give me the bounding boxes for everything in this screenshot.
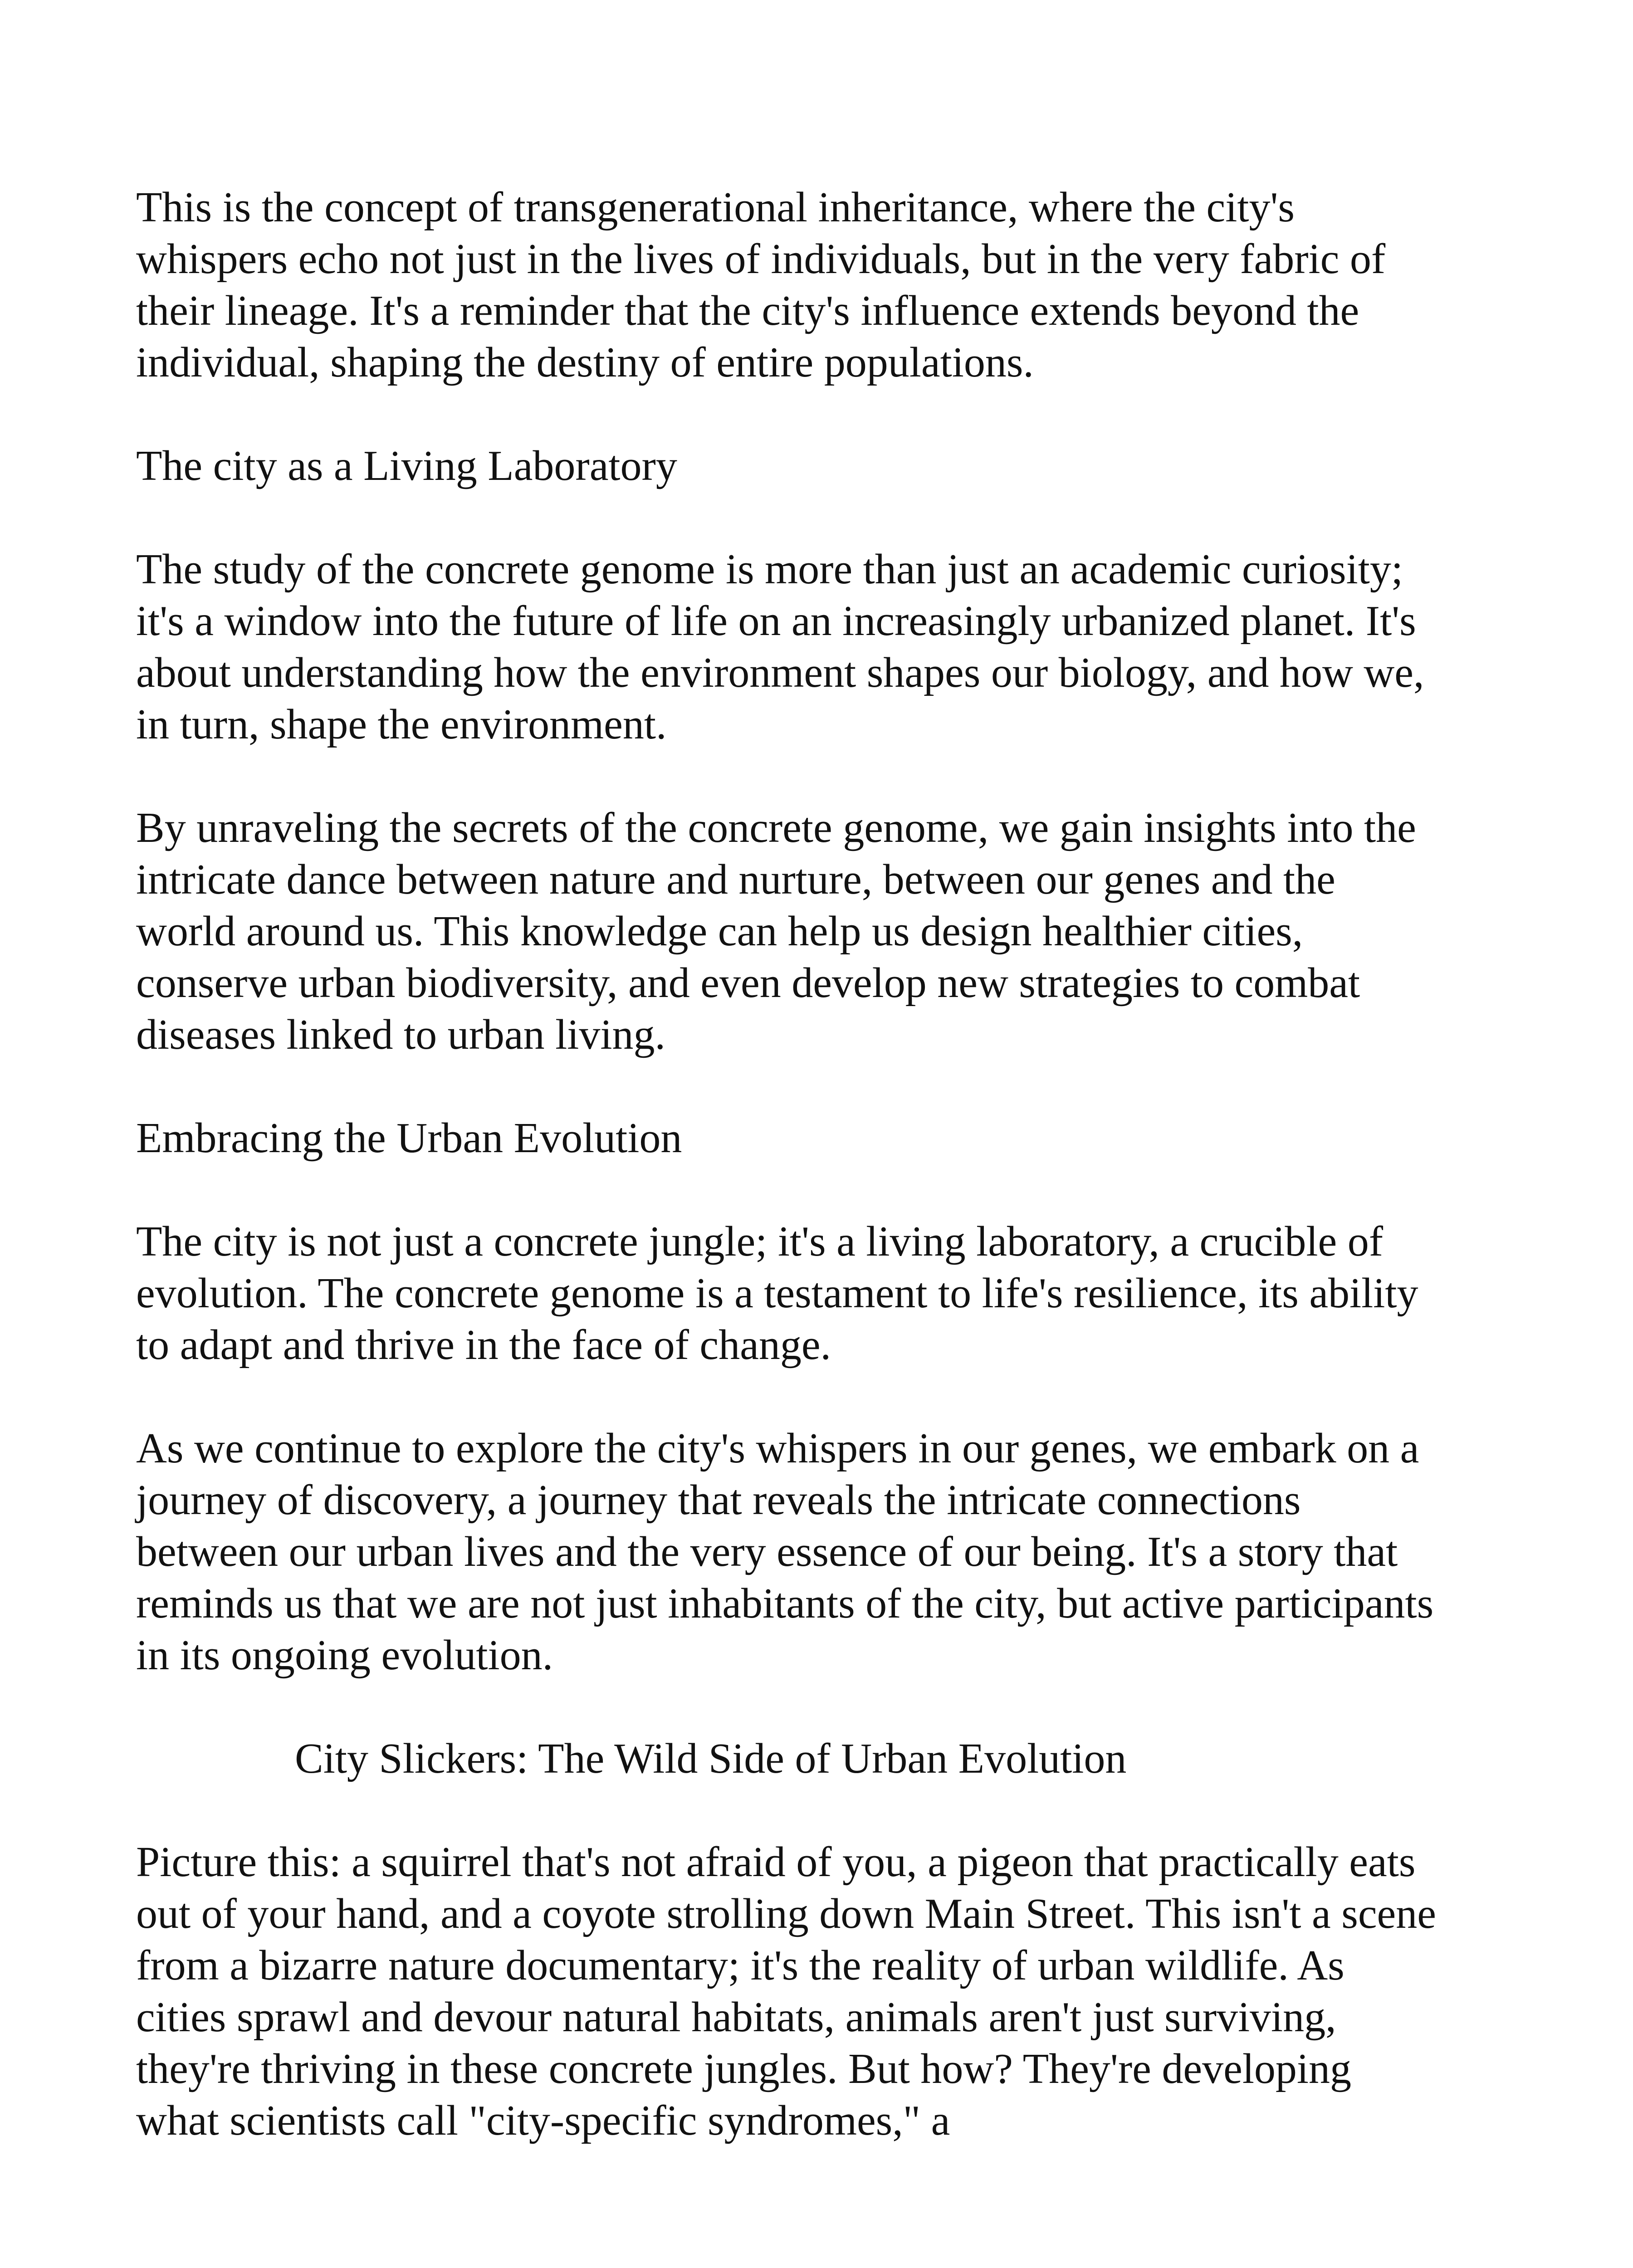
section-heading-urban-evolution: Embracing the Urban Evolution <box>136 1114 682 1162</box>
section-heading-living-laboratory: The city as a Living Laboratory <box>136 442 677 489</box>
paragraph-concrete-genome-study: The study of the concrete genome is more than just an academic curiosity; it's a window into the future of life on an increasingly urbanized planet. It's about understanding how the environment shapes our biology, and how we, in turn, shape the environment. <box>136 546 1424 748</box>
chapter-title-city-slickers: City Slickers: The Wild Side of Urban Evolution <box>295 1735 1127 1782</box>
paragraph-transgenerational-inheritance: This is the concept of transgenerational inheritance, where the city's whispers echo not just in the lives of individuals, but in the very fabric of their lineage. It's a reminder that the city's influence extends beyond the individual, shaping the destiny of entire populations. <box>136 184 1386 386</box>
paragraph-journey-of-discovery: As we continue to explore the city's whispers in our genes, we embark on a journey of discovery, a journey that reveals the intricate connections between our urban lives and the very essence of our being. It's a story that reminds us that we are not just inhabitants of the city, but active participants in its ongoing evolution. <box>136 1425 1434 1679</box>
page-body <box>136 181 1442 2198</box>
paragraph-living-laboratory: The city is not just a concrete jungle; it's a living laboratory, a crucible of evolution. The concrete genome is a testament to life's resilience, its ability to adapt and thrive in the face of change. <box>136 1218 1418 1369</box>
paragraph-picture-this: Picture this: a squirrel that's not afraid of you, a pigeon that practically eats out of your hand, and a coyote strolling down Main Street. This isn't a scene from a bizarre nature documentary; it's the reality of urban wildlife. As cities sprawl and devour natural habitats, animals aren't just surviving, they're thriving in these concrete jungles. But how? They're developing what scientists call "city-specific syndromes," a <box>136 1838 1436 2144</box>
paragraph-unraveling-secrets: By unraveling the secrets of the concrete genome, we gain insights into the intricate dance between nature and nurture, between our genes and the world around us. This knowledge can help us design healthier cities, conserve urban biodiversity, and even develop new strategies to combat diseases linked to urban living. <box>136 804 1416 1058</box>
